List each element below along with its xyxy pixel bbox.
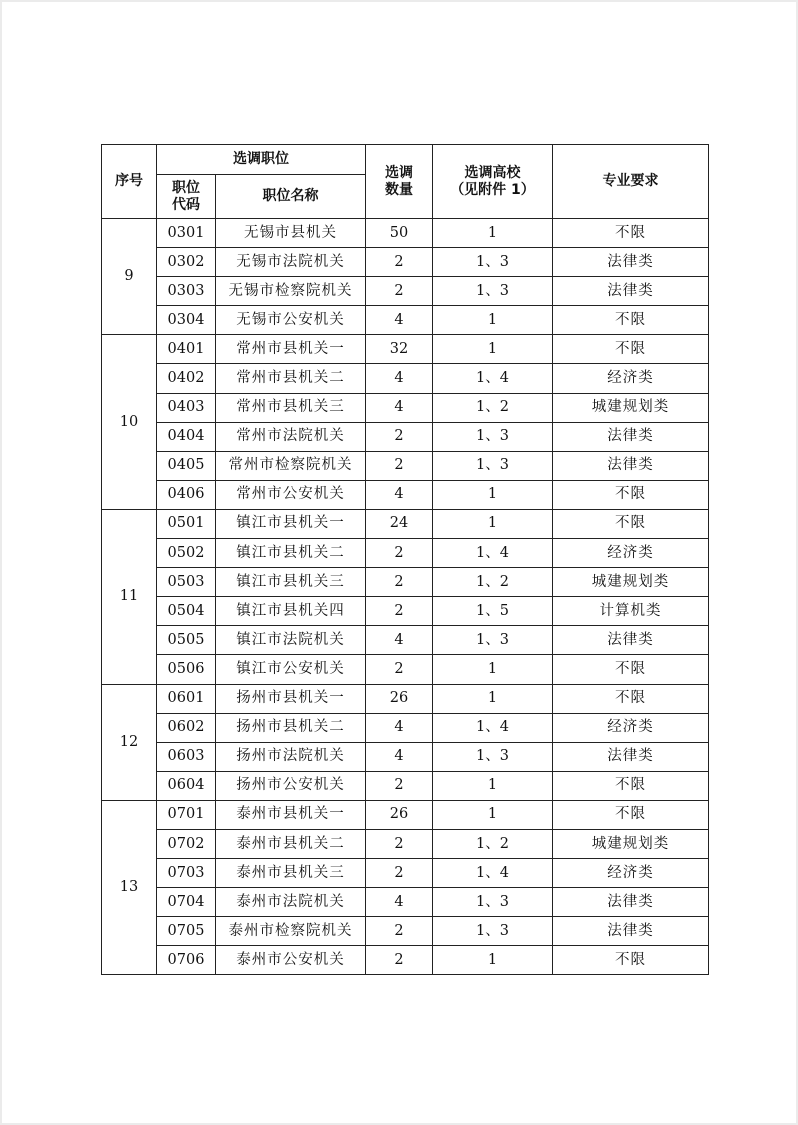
cell-name: 泰州市县机关三 xyxy=(216,859,366,888)
cell-count: 2 xyxy=(366,771,433,800)
cell-major: 计算机类 xyxy=(553,597,709,626)
cell-school: 1 xyxy=(433,800,553,829)
cell-major: 法律类 xyxy=(553,742,709,771)
document-page xyxy=(2,2,796,1123)
cell-count: 50 xyxy=(366,219,433,248)
cell-seq: 12 xyxy=(102,684,157,800)
cell-code: 0702 xyxy=(157,829,216,858)
cell-major: 不限 xyxy=(553,219,709,248)
cell-name: 无锡市公安机关 xyxy=(216,306,366,335)
cell-major: 法律类 xyxy=(553,277,709,306)
cell-name: 泰州市法院机关 xyxy=(216,888,366,917)
table-row xyxy=(102,306,709,335)
table-header xyxy=(102,145,709,219)
cell-major: 经济类 xyxy=(553,713,709,742)
header-school-line2: （见附件 1） xyxy=(450,181,535,198)
cell-seq: 13 xyxy=(102,800,157,975)
cell-school: 1 xyxy=(433,655,553,684)
header-school-line1: 选调高校 xyxy=(464,164,521,181)
cell-count: 4 xyxy=(366,888,433,917)
table-row xyxy=(102,742,709,771)
table-row xyxy=(102,277,709,306)
table-row xyxy=(102,422,709,451)
cell-school: 1 xyxy=(433,509,553,538)
cell-school: 1、4 xyxy=(433,364,553,393)
cell-code: 0406 xyxy=(157,480,216,509)
table-row xyxy=(102,684,709,713)
cell-name: 扬州市县机关一 xyxy=(216,684,366,713)
cell-major: 城建规划类 xyxy=(553,393,709,422)
cell-major: 经济类 xyxy=(553,859,709,888)
cell-count: 2 xyxy=(366,539,433,568)
cell-count: 2 xyxy=(366,277,433,306)
cell-major: 不限 xyxy=(553,480,709,509)
table-row xyxy=(102,393,709,422)
cell-major: 城建规划类 xyxy=(553,568,709,597)
cell-count: 2 xyxy=(366,248,433,277)
cell-seq: 11 xyxy=(102,509,157,684)
header-school xyxy=(433,145,553,219)
cell-school: 1、2 xyxy=(433,568,553,597)
cell-code: 0502 xyxy=(157,539,216,568)
cell-code: 0504 xyxy=(157,597,216,626)
position-table xyxy=(101,144,709,975)
cell-name: 泰州市县机关二 xyxy=(216,829,366,858)
header-count xyxy=(366,145,433,219)
cell-name: 泰州市县机关一 xyxy=(216,800,366,829)
cell-major: 不限 xyxy=(553,335,709,364)
cell-school: 1、4 xyxy=(433,859,553,888)
cell-name: 常州市检察院机关 xyxy=(216,451,366,480)
cell-name: 镇江市县机关三 xyxy=(216,568,366,597)
cell-code: 0701 xyxy=(157,800,216,829)
cell-major: 法律类 xyxy=(553,917,709,946)
cell-name: 无锡市法院机关 xyxy=(216,248,366,277)
cell-school: 1 xyxy=(433,771,553,800)
cell-code: 0703 xyxy=(157,859,216,888)
cell-school: 1、3 xyxy=(433,888,553,917)
cell-name: 扬州市县机关二 xyxy=(216,713,366,742)
header-code-line1: 职位 xyxy=(172,179,200,196)
cell-school: 1、4 xyxy=(433,713,553,742)
cell-count: 4 xyxy=(366,713,433,742)
table-row xyxy=(102,568,709,597)
cell-count: 4 xyxy=(366,742,433,771)
cell-major: 不限 xyxy=(553,509,709,538)
cell-name: 扬州市法院机关 xyxy=(216,742,366,771)
table-body xyxy=(102,219,709,975)
cell-code: 0604 xyxy=(157,771,216,800)
table-row xyxy=(102,859,709,888)
cell-code: 0506 xyxy=(157,655,216,684)
cell-count: 2 xyxy=(366,451,433,480)
cell-major: 不限 xyxy=(553,800,709,829)
table-row xyxy=(102,771,709,800)
cell-name: 扬州市公安机关 xyxy=(216,771,366,800)
cell-code: 0303 xyxy=(157,277,216,306)
cell-code: 0704 xyxy=(157,888,216,917)
cell-school: 1、3 xyxy=(433,742,553,771)
cell-seq: 9 xyxy=(102,219,157,335)
header-count-line1: 选调 xyxy=(385,164,413,181)
cell-count: 2 xyxy=(366,597,433,626)
cell-name: 泰州市公安机关 xyxy=(216,946,366,975)
cell-count: 4 xyxy=(366,393,433,422)
table-row xyxy=(102,888,709,917)
cell-name: 镇江市法院机关 xyxy=(216,626,366,655)
header-code-line2: 代码 xyxy=(172,196,200,213)
cell-count: 26 xyxy=(366,684,433,713)
table-row xyxy=(102,626,709,655)
cell-name: 常州市法院机关 xyxy=(216,422,366,451)
cell-name: 常州市县机关一 xyxy=(216,335,366,364)
cell-count: 2 xyxy=(366,917,433,946)
cell-major: 不限 xyxy=(553,655,709,684)
header-code xyxy=(157,175,216,219)
cell-count: 2 xyxy=(366,946,433,975)
cell-name: 无锡市县机关 xyxy=(216,219,366,248)
cell-count: 4 xyxy=(366,364,433,393)
cell-code: 0503 xyxy=(157,568,216,597)
table-row xyxy=(102,800,709,829)
cell-code: 0603 xyxy=(157,742,216,771)
table-row xyxy=(102,713,709,742)
cell-major: 不限 xyxy=(553,771,709,800)
cell-code: 0602 xyxy=(157,713,216,742)
cell-name: 常州市公安机关 xyxy=(216,480,366,509)
header-major: 专业要求 xyxy=(553,145,709,219)
cell-school: 1 xyxy=(433,946,553,975)
cell-name: 镇江市县机关一 xyxy=(216,509,366,538)
cell-major: 不限 xyxy=(553,946,709,975)
table-row xyxy=(102,829,709,858)
cell-code: 0405 xyxy=(157,451,216,480)
cell-school: 1 xyxy=(433,684,553,713)
cell-name: 镇江市县机关四 xyxy=(216,597,366,626)
cell-count: 2 xyxy=(366,655,433,684)
cell-major: 法律类 xyxy=(553,888,709,917)
cell-school: 1、5 xyxy=(433,597,553,626)
cell-school: 1、3 xyxy=(433,248,553,277)
table-row xyxy=(102,597,709,626)
cell-count: 4 xyxy=(366,626,433,655)
cell-code: 0601 xyxy=(157,684,216,713)
cell-school: 1 xyxy=(433,219,553,248)
cell-code: 0403 xyxy=(157,393,216,422)
table-row xyxy=(102,364,709,393)
cell-major: 法律类 xyxy=(553,248,709,277)
cell-school: 1、2 xyxy=(433,393,553,422)
table-row xyxy=(102,451,709,480)
table-row xyxy=(102,248,709,277)
table-row xyxy=(102,655,709,684)
cell-name: 镇江市县机关二 xyxy=(216,539,366,568)
cell-school: 1、3 xyxy=(433,277,553,306)
cell-name: 常州市县机关二 xyxy=(216,364,366,393)
header-name: 职位名称 xyxy=(216,175,366,219)
cell-count: 2 xyxy=(366,422,433,451)
cell-school: 1、3 xyxy=(433,451,553,480)
table-row xyxy=(102,946,709,975)
table-row xyxy=(102,539,709,568)
cell-code: 0402 xyxy=(157,364,216,393)
cell-school: 1 xyxy=(433,480,553,509)
cell-count: 2 xyxy=(366,859,433,888)
cell-school: 1、2 xyxy=(433,829,553,858)
cell-school: 1、4 xyxy=(433,539,553,568)
cell-major: 不限 xyxy=(553,306,709,335)
cell-name: 常州市县机关三 xyxy=(216,393,366,422)
header-position-group: 选调职位 xyxy=(157,145,366,175)
cell-major: 经济类 xyxy=(553,539,709,568)
table-row xyxy=(102,480,709,509)
cell-major: 城建规划类 xyxy=(553,829,709,858)
cell-count: 24 xyxy=(366,509,433,538)
cell-name: 无锡市检察院机关 xyxy=(216,277,366,306)
cell-major: 不限 xyxy=(553,684,709,713)
cell-school: 1、3 xyxy=(433,422,553,451)
cell-major: 经济类 xyxy=(553,364,709,393)
cell-code: 0301 xyxy=(157,219,216,248)
cell-count: 4 xyxy=(366,306,433,335)
table-row xyxy=(102,509,709,538)
cell-school: 1 xyxy=(433,306,553,335)
cell-name: 镇江市公安机关 xyxy=(216,655,366,684)
cell-seq: 10 xyxy=(102,335,157,510)
header-seq: 序号 xyxy=(102,145,157,219)
table-row xyxy=(102,219,709,248)
cell-school: 1 xyxy=(433,335,553,364)
cell-code: 0404 xyxy=(157,422,216,451)
cell-major: 法律类 xyxy=(553,626,709,655)
cell-count: 2 xyxy=(366,829,433,858)
cell-school: 1、3 xyxy=(433,917,553,946)
header-count-line2: 数量 xyxy=(385,181,413,198)
cell-name: 泰州市检察院机关 xyxy=(216,917,366,946)
table-row xyxy=(102,917,709,946)
cell-code: 0501 xyxy=(157,509,216,538)
cell-count: 32 xyxy=(366,335,433,364)
cell-code: 0304 xyxy=(157,306,216,335)
table-row xyxy=(102,335,709,364)
cell-count: 26 xyxy=(366,800,433,829)
cell-school: 1、3 xyxy=(433,626,553,655)
cell-code: 0706 xyxy=(157,946,216,975)
cell-code: 0302 xyxy=(157,248,216,277)
cell-major: 法律类 xyxy=(553,422,709,451)
cell-code: 0505 xyxy=(157,626,216,655)
cell-major: 法律类 xyxy=(553,451,709,480)
cell-count: 4 xyxy=(366,480,433,509)
cell-code: 0705 xyxy=(157,917,216,946)
cell-count: 2 xyxy=(366,568,433,597)
cell-code: 0401 xyxy=(157,335,216,364)
